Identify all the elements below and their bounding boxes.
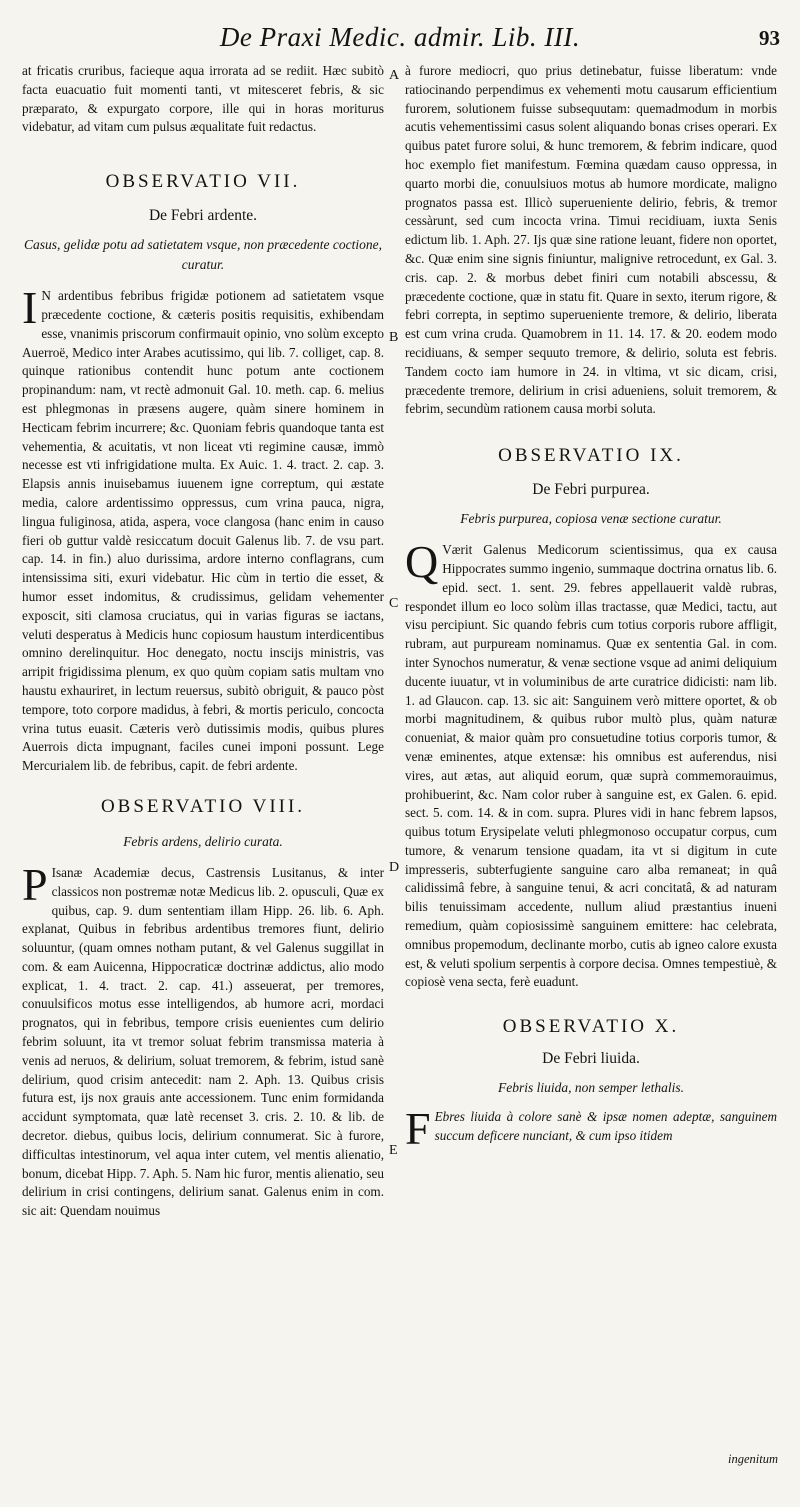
obs9-caption: Febris purpurea, copiosa venæ sectione curatur. <box>460 511 722 527</box>
obs9-initial: Q <box>405 536 439 588</box>
catchword: ingenitum <box>728 1452 778 1466</box>
obs8-caption: Febris ardens, delirio curata. <box>123 833 283 849</box>
obs10-body <box>405 1103 777 1155</box>
running-title: De Praxi Medic. admir. Lib. III. <box>219 22 581 52</box>
obs7-body <box>22 282 384 776</box>
obs8-text: Isanæ Academiæ decus, Castrensis Lusitanus, & inter classicos non postremæ notæ Medicus lib. 2. opusculi, Quæ ex quibus, cap. 9. dum sententiam illam Hipp. 26. lib. 6. Aph. explanat, Quibus in febribus ardentibus tremores fiunt, delirio soluuntur, (quam omnes notham putant, & vel Galenus suggillat in com. & eam Auicenna, Hippocraticæ doctrinæ addictus, alio modo explicat, 1. 4. tract. 2. cap. 41.) asseuerat, per tremores, conuulsificos motus esse intelligendos, ab humore acri, mordaci prognatos, qui in febribus, tempore crisis euenientes cum delirio febrim soluunt, ita vt tremor soluat febrim transmissa materia à venis ad neruos, & delirium, soluat tremorem, & febrim, istud sanè delirium, quod crisim antecedit: nam 2. Aph. 13. Quibus crisis futura est, ijs nox grauis ante accessionem. Tunc enim formidanda accidunt symptomata, quæ latè recenset 3. cris. 2. 10. & lib. de decretor. diebus, quibus locis, delirium connumerat. Sic à furore, difficultas intestinorum, vel aqua inter cutem, vel mentis alienatio, bonum, dicebat Hipp. 7. Aph. 5. Nam hic furor, mentis alienatio, seu delirium in crisi contingens, delirium sanat. Galenus enim in com. sic ait: Quendam nouimus <box>22 864 384 1219</box>
obs7-text: N ardentibus febribus frigidæ potionem ad satietatem vsque præcedente coctione, & cæteris positis requisitis, exhibendam esse, vnanimis priscorum confirmauit opinio, vno solùm excepto Auerroë, Medico inter Arabes acutissimo, qui lib. 7. colliget, cap. 8. quinque rationibus contendit hunc potum ante coctionem propinandum: nam, vt rectè admonuit Gal. 10. meth. cap. 6. melius est phlegmonas in præsens augere, quàm sinere hominem in Hecticam febrim incurrere; &c. Quoniam febris quandoque tanta est vehementia, & acuitatis, vt non liceat vti regimine causæ, immò necesse est vti infrigidatione multa. Ex Auic. 1. 4. tract. 2. cap. 3. Elapsis annis inuisebamus iuuenem igne correptum, qui æstate media, calore ardentissimo oppressus, cum vrina pauca, nigra, lingua fuliginosa, atida, aspera, voce clangosa (hanc enim in causo fieri ob guttur valdè resiccatum docuit Galenus lib. 7. de vsu part. cap. 14. in fin.) aluo durissima, ardore interno conflagrans, cum intensissima siti, exuri videbatur. Hic cùm in tertio die esset, & humor esset indomitus, & crudissimus, gelidam vehementer exposcit, siti clamosa cruciatus, qui in varias figuras se iactans, veluti desperatus à Medicis hunc copiosum haustum interdicentibus omnino derelinquitur. Hoc denegato, noctu inscijs ministris, vas arripit frigidissima plenum, ex quo quùm copiam satis multam vno haustu exhauriret, in lectum reuersus, subitò obriguit, & pauco pòst tempore, toto corpore madidus, à febri, & mortis periculo, concocta vrina tutus euasit. Cæteris verò dutissimis modis, quibus plures Auerrois dicta impugnant, faciles cunei imponi possunt. Lege Mercurialem lib. de febribus, capit. de febri ardente. <box>22 288 384 774</box>
right-column <box>405 62 777 1155</box>
obs9-subtitle: De Febri purpurea. <box>532 481 650 499</box>
obs9-heading: OBSERVATIO IX. <box>498 445 684 467</box>
left-column <box>22 62 384 1221</box>
obs7-subtitle: De Febri ardente. <box>148 207 258 225</box>
margin-letter-a: A <box>389 68 400 83</box>
obs8-body <box>22 858 384 1221</box>
obs10-initial: F <box>405 1103 431 1155</box>
obs10-heading: OBSERVATIO X. <box>502 1016 680 1038</box>
continued-text: à furore mediocri, quo prius detinebatur, fuisse liberatum: vnde ratiocinando perpendimus ex vehementi motu causarum efficientium furorem, solutionem fuisse subsequutam: quemadmodum in morbis acutis vehementissimi casus solent aliquando bonas crises operari. Ex quibus patet furore solui, & hunc tremorem, & febrim indicare, quod hoc exemplo fiet manifestum. Fœmina quædam causo oppressa, in quarto morbi die, conuulsiuos motus ab humore mordicate, maligno prognatos passa est. Illicò superueniente delirio, febris, & tremor cessàrunt, sed cum incocta vrina. Timui recidiuam, iuxta Senis edictum lib. 1. Aph. 27. Ijs quæ sine ratione leuant, fidere non oportet, &c. Quæ enim sine signis finiuntur, malignive retrocedunt, ex Gal. 3. cris. cap. 2. & morbus debet finiri cum notabili abscessu, & præcedente coctione, quæ in statu fit. Quare in sexto, iterum rigore, & febri correpta, in septimo superueniente tremore, & delirio, liberata est cum vrina cruda. Quamobrem in 11. 14. 17. & 20. eodem modo recidiuans, & semper sequuto tremore, & delirio, soluta est febris. Tandem cocto iam humore in 24. in vltima, vt sic dicam, crisi, præcedente tremore, delirium in crisi adueniens, soluit tremorem, & febrim, secundùm rationem causa morbi soluta. <box>405 63 777 417</box>
intro-paragraph: at fricatis cruribus, facieque aqua irrorata ad se rediit. Hæc subitò facta euacuatio fuit momenti tanti, vt mitesceret febris, & sic præparato, & expurgato corpore, ille qui in horas moriturus videbatur, ad vitam cum pulsus æqualitate fuit redactus. <box>22 63 384 135</box>
page-number: 93 <box>759 26 780 50</box>
obs7-heading: OBSERVATIO VII. <box>105 171 301 193</box>
obs10-subtitle: De Febri liuida. <box>542 1050 640 1068</box>
margin-letter-d: D <box>389 860 400 875</box>
obs8-initial: P <box>22 858 48 910</box>
obs7-initial: I <box>22 282 38 334</box>
obs10-caption: Febris liuida, non semper lethalis. <box>498 1080 684 1096</box>
margin-letter-c: C <box>389 596 399 611</box>
obs7-caption: Casus, gelidæ potu ad satietatem vsque, non præcedente coctione, curatur. <box>23 237 383 273</box>
margin-letter-b: B <box>389 330 399 345</box>
obs9-text: Værit Galenus Medicorum scientissimus, qua ex causa Hippocrates summo ingenio, summaque doctrina ornatus lib. 6. epid. sect. 1. sent. 29. febres appellauerit valdè rubras, respondet illum eo loco solùm illas tractasse, quæ Medici, tactu, aut visu percipiunt. Sic quando febris cum totius corporis rubore affligit, rubram, aut purpuream nominamus. Quæ ex sententia Gal. in com. inter Synochos numeratur, & venæ sectione vsque ad animi deliquium ducente iuuatur, vt in voluminibus de arte curatrice didicisti: nam lib. 1. ad Glaucon. cap. 13. sic ait: Sanguinem verò mittere oportet, & ob morbi magnitudinem, & quibus rubor multò plus, quàm naturæ conueniat, & maior quàm pro consuetudine totius corporis tumor, & venæ eminentes, atque extensæ: his omnibus est auferendus, nisi vires, aut ætas, aut aliquid eorum, quæ suprà commemorauimus, prohibuerint, &c. Nam color ruber à sanguine est, ex Galen. 6. epid. sect. 5. com. 14. & in com. supra. Plures vidi in hanc febrem lapsos, quibus totum Erysipelate veluti phlegmonoso occupatur corpus, cum tumore, & venarum tensione quadam, ita vt si digitum in cute impresseris, subterfugiente sanguine caro alba remaneat; in quâ calidissimâ febre, à sanguine tenui, & acri concitatâ, & ad naturam bilis tenuissimam accedente, nullum aliud præstantius inueni remedium, quàm copiosissimè sanguinem emittere: hac celebrata, omnibus propemodum, declinante morbo, cutis ab igneo calore exusta est, & veluti spolium serpentis à corpore decisa. Omnes tempestiuè, & copiosè vena secta, ferè euadunt. <box>405 542 777 990</box>
page-header <box>0 22 800 62</box>
obs10-text: Ebres liuida à colore sanè & ipsæ nomen adeptæ, sanguinem succum deficere nunciant, & cum ipso itidem <box>434 1109 777 1144</box>
continued-paragraph <box>405 62 777 419</box>
obs9-body <box>405 536 777 992</box>
obs8-heading: OBSERVATIO VIII. <box>100 795 306 817</box>
margin-letter-e: E <box>389 1143 398 1158</box>
